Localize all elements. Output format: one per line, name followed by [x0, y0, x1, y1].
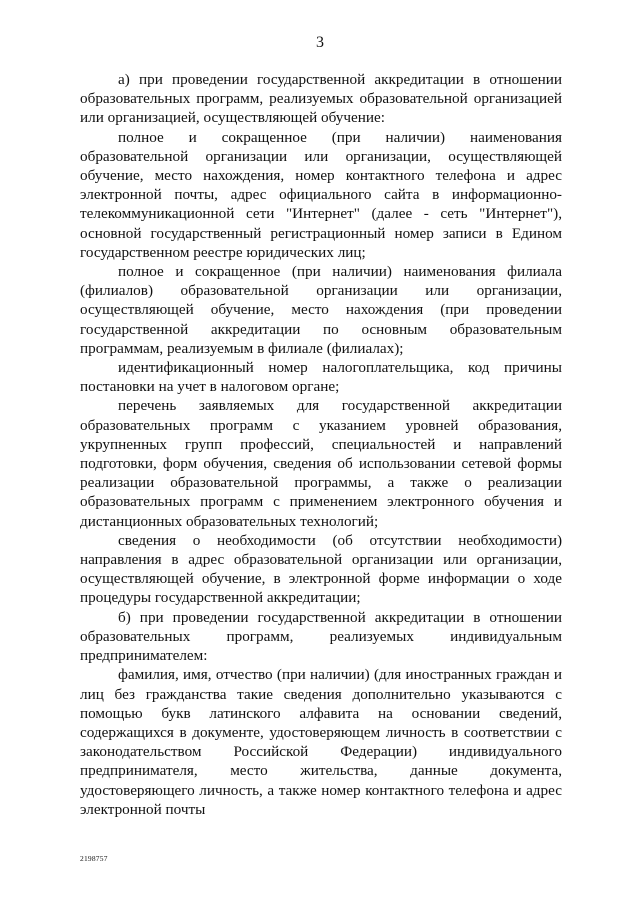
paragraph-tax-id: идентификационный номер налогоплательщика, код причины постановки на учет в налоговом органе; — [80, 359, 562, 396]
document-body — [80, 70, 562, 819]
paragraph-notification: сведения о необходимости (об отсутствии необходимости) направления в адрес образовательной организации или организации, осуществляющей обучение, в электронной форме информации о ходе процедуры государственной аккредитации; — [80, 531, 562, 607]
paragraph-program-list: перечень заявляемых для государственной аккредитации образовательных программ с указанием уровней образования, укрупненных групп профессий, специальностей и направлений подготовки, форм обучения, сведения об использовании сетевой формы реализации образовательной программы, а также о реализации образовательных программ с применением электронного обучения и дистанционных образовательных технологий; — [80, 397, 562, 530]
paragraph-a-intro: а) при проведении государственной аккредитации в отношении образовательных программ, реализуемых образовательной организацией или организацией, осуществляющей обучение: — [80, 71, 562, 127]
paragraph-b-intro: б) при проведении государственной аккредитации в отношении образовательных программ, реализуемых индивидуальным предпринимателем: — [80, 608, 562, 665]
paragraph-entrepreneur-name: фамилия, имя, отчество (при наличии) (для иностранных граждан и лиц без гражданства такие сведения дополнительно указываются с помощью букв латинского алфавита на основании сведений, содержащихся в документе, удостоверяющем личность в соответствии с законодательством Российской Федерации) индивидуального предпринимателя, место жительства, данные документа, удостоверяющего личность, а также номер контактного телефона и адрес электронной почты — [80, 666, 562, 818]
paragraph-branch-names: полное и сокращенное (при наличии) наименования филиала (филиалов) образовательной организации или организации, осуществляющей обучение, место нахождения (при проведении государственной аккредитации по основным образовательным программам, реализуемым в филиале (филиалах); — [80, 263, 562, 357]
paragraph-org-names: полное и сокращенное (при наличии) наименования образовательной организации или организации, осуществляющей обучение, место нахождения, номер контактного телефона и адрес электронной почты, адрес официального сайта в информационно-телекоммуникационной сети "Интернет" (далее - сеть "Интернет"), основной государственный регистрационный номер записи в Едином государственном реестре юридических лиц; — [80, 128, 562, 261]
document-code: 2198757 — [80, 854, 108, 863]
page-number: 3 — [316, 34, 324, 51]
